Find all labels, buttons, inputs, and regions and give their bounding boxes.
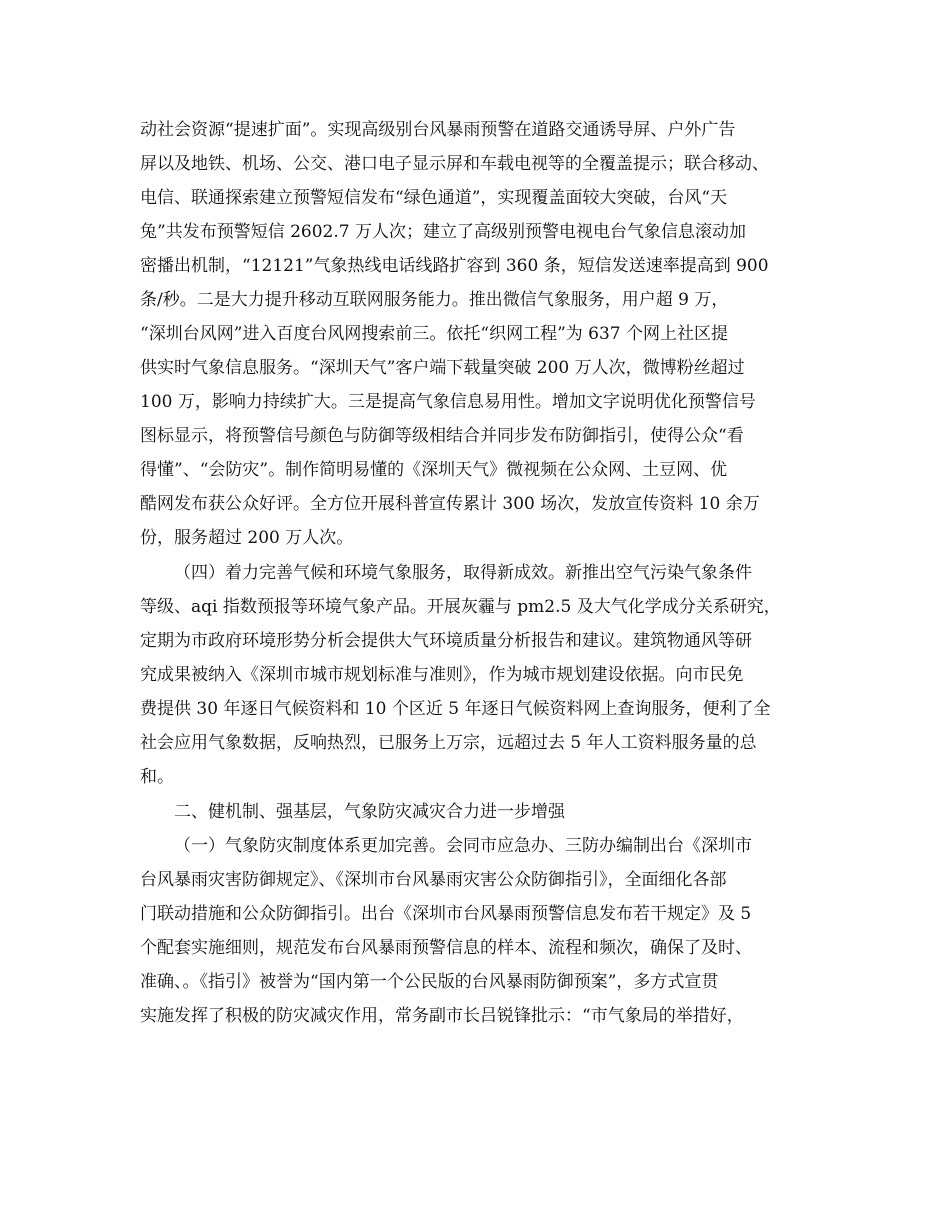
body-text-line: 费提供 30 年逐日气候资料和 10 个区近 5 年逐日气候资料网上查询服务，便利了全 <box>140 699 771 719</box>
body-text-line: 社会应用气象数据，反响热烈，已服务上万宗，远超过去 5 年人工资料服务量的总 <box>140 733 757 753</box>
body-text-line: 动社会资源“提速扩面”。实现高级别台风暴雨预警在道路交通诱导屏、户外广告 <box>140 120 736 140</box>
body-text-line: 和。 <box>140 767 174 787</box>
body-text-line: 屏以及地铁、机场、公交、港口电子显示屏和车载电视等的全覆盖提示；联合移动、 <box>140 154 769 174</box>
body-text-line: 图标显示，将预警信号颜色与防御等级相结合并同步发布防御指引，使得公众“看 <box>140 426 744 446</box>
body-text-line: 实施发挥了积极的防灾减灾作用，常务副市长吕锐锋批示：“市气象局的举措好， <box>140 1006 744 1026</box>
body-text-line: 100 万，影响力持续扩大。三是提高气象信息易用性。增加文字说明优化预警信号 <box>140 392 756 412</box>
body-text-line: 个配套实施细则，规范发布台风暴雨预警信息的样本、流程和频次，确保了及时、 <box>140 938 752 958</box>
body-text-line <box>140 1033 820 1067</box>
paragraph-start-line: （一）气象防灾制度体系更加完善。会同市应急办、三防办编制出台《深圳市 <box>174 836 752 856</box>
body-text-line: 台风暴雨灾害防御规定》、《深圳市台风暴雨灾害公众防御指引》，全面细化各部 <box>140 870 727 890</box>
body-text-line: 定期为市政府环境形势分析会提供大气环境质量分析报告和建议。建筑物通风等研 <box>140 631 752 651</box>
body-text-line: “深圳台风网”进入百度台风网搜索前三。依托“织网工程”为 637 个网上社区提 <box>140 324 729 344</box>
body-text-line: 供实时气象信息服务。“深圳天气”客户端下载量突破 200 万人次，微博粉丝超过 <box>140 358 745 378</box>
body-text-line: 条/秒。二是大力提升移动互联网服务能力。推出微信气象服务，用户超 9 万， <box>140 290 729 310</box>
body-text-line: 得懂”、“会防灾”。制作简明易懂的《深圳天气》微视频在公众网、土豆网、优 <box>140 460 728 480</box>
body-text-line: 酷网发布获公众好评。全方位开展科普宣传累计 300 场次，发放宣传资料 10 余万 <box>140 494 760 514</box>
body-text-line: 门联动措施和公众防御指引。出台《深圳市台风暴雨预警信息发布若干规定》及 5 <box>140 904 752 924</box>
body-text-line: 等级、aqi 指数预报等环境气象产品。开展灰霾与 pm2.5 及大气化学成分关系研究， <box>140 597 781 617</box>
body-text-line: 电信、联通探索建立预警短信发布“绿色通道”，实现覆盖面较大突破，台风“天 <box>140 188 728 208</box>
body-text-line: 究成果被纳入《深圳市城市规划标准与准则》，作为城市规划建设依据。向市民免 <box>140 665 744 685</box>
body-text-line: 密播出机制，“12121”气象热线电话线路扩容到 360 条，短信发送速率提高到 900 <box>140 256 769 276</box>
body-text-line: 份，服务超过 200 万人次。 <box>140 528 354 548</box>
section-heading: 二、健机制、强基层，气象防灾减灾合力进一步增强 <box>174 802 565 822</box>
body-text-line: 准确、。《指引》被誉为“国内第一个公民版的台风暴雨防御预案”，多方式宣贯 <box>140 972 719 992</box>
body-text-line: 兔”共发布预警短信 2602.7 万人次；建立了高级别预警电视电台气象信息滚动加 <box>140 222 746 242</box>
paragraph-start-line: （四）着力完善气候和环境气象服务，取得新成效。新推出空气污染气象条件 <box>174 563 752 583</box>
